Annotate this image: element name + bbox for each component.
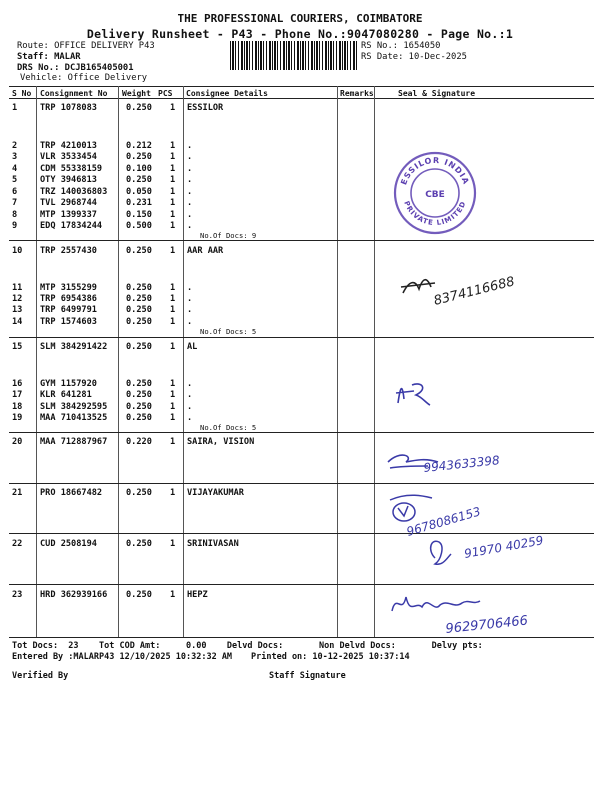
row-consignment: SLM 384291422 [40,342,108,352]
row-weight: 0.250 [126,590,152,600]
row-sno: 10 [12,246,23,256]
row-sno: 23 [12,590,23,600]
row-weight: 0.250 [126,488,152,498]
row-consignee: . [187,402,193,412]
row-consignee: VIJAYAKUMAR [187,488,244,498]
stamp-center-text: CBE [425,190,445,200]
handwritten-phone: 8374116688 [432,274,517,309]
row-consignment: PRO 18667482 [40,488,103,498]
row-sno: 6 [12,187,18,197]
row-sno: 13 [12,305,23,315]
row-consignee: . [187,198,193,208]
signature-row10 [395,255,555,315]
row-consignment: TRP 4210013 [40,141,97,151]
row-consignment: TRZ 140036803 [40,187,108,197]
company-seal-stamp [392,150,478,236]
row-pcs: 1 [170,390,176,400]
no-of-docs: No.Of Docs: 9 [200,231,257,240]
row-consignee: AAR AAR [187,246,224,256]
row-pcs: 1 [170,342,176,352]
row-sno: 4 [12,164,18,174]
col-header-consignee: Consignee Details [186,89,268,98]
row-sno: 8 [12,210,18,220]
stamp-bottom-text: PRIVATE LIMITED [402,199,468,228]
row-pcs: 1 [170,317,176,327]
totals-line: Tot Docs: 23 Tot COD Amt: 0.00 Delvd Docs: Non Delvd Docs: Delvy pts: [12,641,483,651]
row-sno: 15 [12,342,23,352]
row-consignee: . [187,379,193,389]
row-consignment: SLM 384292595 [40,402,108,412]
row-consignee: . [187,294,193,304]
row-sno: 22 [12,539,23,549]
row-sno: 12 [12,294,23,304]
row-consignee: . [187,141,193,151]
row-weight: 0.250 [126,539,152,549]
group-rule [9,337,594,338]
handwritten-phone: 9943633398 [422,453,501,475]
entered-by: Entered By :MALARP43 12/10/2025 10:32:32 AM [12,652,233,662]
row-pcs: 1 [170,283,176,293]
row-weight: 0.220 [126,437,152,447]
row-consignment: OTY 3946813 [40,175,97,185]
row-consignee: . [187,390,193,400]
no-of-docs: No.Of Docs: 5 [200,327,257,336]
row-consignment: KLR 641281 [40,390,92,400]
row-sno: 16 [12,379,23,389]
row-weight: 0.212 [126,141,152,151]
row-consignee: SRINIVASAN [187,539,239,549]
row-pcs: 1 [170,379,176,389]
signature-row22 [425,530,575,582]
row-consignment: HRD 362939166 [40,590,108,600]
handwritten-phone: 91970 40259 [463,533,545,561]
row-weight: 0.231 [126,198,152,208]
row-sno: 18 [12,402,23,412]
row-pcs: 1 [170,437,176,447]
row-consignee: SAIRA, VISION [187,437,255,447]
row-sno: 11 [12,283,23,293]
row-consignee: . [187,305,193,315]
route-label: Route: OFFICE DELIVERY P43 [17,41,155,51]
barcode [230,41,358,70]
row-weight: 0.150 [126,210,152,220]
handwritten-phone: 9678086153 [404,504,483,539]
row-pcs: 1 [170,413,176,423]
signature-row20 [380,440,560,480]
row-consignee: . [187,317,193,327]
row-consignment: MTP 1399337 [40,210,97,220]
row-consignment: VLR 3533454 [40,152,97,162]
row-consignment: TRP 1574603 [40,317,97,327]
runsheet-title: Delivery Runsheet - P43 - Phone No.:9047080280 - Page No.:1 [86,27,514,41]
row-sno: 14 [12,317,23,327]
row-sno: 2 [12,141,18,151]
row-pcs: 1 [170,294,176,304]
stamp-top-text: ESSILOR INDIA [399,155,471,187]
row-weight: 0.250 [126,305,152,315]
row-weight: 0.250 [126,342,152,352]
row-weight: 0.250 [126,294,152,304]
row-pcs: 1 [170,305,176,315]
row-weight: 0.250 [126,246,152,256]
company-title: THE PROFESSIONAL COURIERS, COIMBATORE [177,12,423,25]
row-weight: 0.250 [126,283,152,293]
row-pcs: 1 [170,103,176,113]
row-weight: 0.250 [126,379,152,389]
row-consignee: . [187,152,193,162]
row-consignment: EDQ 17834244 [40,221,103,231]
col-divider [183,86,184,638]
row-sno: 1 [12,103,18,113]
row-weight: 0.250 [126,317,152,327]
col-header-pcs: PCS [158,89,173,98]
row-weight: 0.500 [126,221,152,231]
row-weight: 0.250 [126,402,152,412]
row-weight: 0.250 [126,175,152,185]
col-divider [337,86,338,638]
verified-by-label: Verified By [12,671,69,681]
row-pcs: 1 [170,402,176,412]
row-consignment: MAA 712887967 [40,437,108,447]
row-sno: 17 [12,390,23,400]
row-consignee: . [187,210,193,220]
col-header-sno: S No [12,89,32,98]
row-pcs: 1 [170,590,176,600]
col-divider [374,86,375,638]
rs-number: RS No.: 1654050 [361,41,441,51]
row-sno: 21 [12,488,23,498]
row-consignment: MAA 710413525 [40,413,108,423]
staff-signature-label: Staff Signature [269,671,346,681]
group-rule [9,483,594,484]
row-consignment: TRP 6499791 [40,305,97,315]
row-consignment: MTP 3155299 [40,283,97,293]
row-sno: 7 [12,198,18,208]
table-header-rule [9,98,594,99]
table-top-rule [9,86,594,87]
row-consignment: TRP 6954386 [40,294,97,304]
row-weight: 0.250 [126,103,152,113]
signature-row23 [388,585,588,639]
handwritten-phone: 9629706466 [444,613,529,637]
row-pcs: 1 [170,175,176,185]
row-weight: 0.050 [126,187,152,197]
row-sno: 19 [12,413,23,423]
group-rule [9,240,594,241]
col-divider [118,86,119,638]
row-consignment: TRP 1078083 [40,103,97,113]
row-consignee: . [187,175,193,185]
row-weight: 0.250 [126,413,152,423]
printed-on: Printed on: 10-12-2025 10:37:14 [251,652,410,662]
row-pcs: 1 [170,539,176,549]
rs-date: RS Date: 10-Dec-2025 [361,52,467,62]
row-pcs: 1 [170,141,176,151]
row-sno: 3 [12,152,18,162]
row-consignee: AL [187,342,198,352]
row-pcs: 1 [170,246,176,256]
row-consignment: CUD 2508194 [40,539,97,549]
row-consignment: GYM 1157920 [40,379,97,389]
col-header-weight: Weight [122,89,151,98]
col-header-seal: Seal & Signature [398,89,476,98]
drs-number: DRS No.: DCJB165405001 [17,63,134,73]
vehicle-label: Vehicle: Office Delivery [20,73,148,83]
group-rule [9,432,594,433]
row-pcs: 1 [170,198,176,208]
col-header-consignment: Consignment No [40,89,108,98]
row-consignee: ESSILOR [187,103,224,113]
no-of-docs: No.Of Docs: 5 [200,423,257,432]
row-pcs: 1 [170,210,176,220]
row-consignment: TRP 2557430 [40,246,97,256]
row-consignment: TVL 2968744 [40,198,97,208]
row-consignee: . [187,283,193,293]
row-consignee: . [187,187,193,197]
row-consignee: . [187,221,193,231]
row-pcs: 1 [170,488,176,498]
row-weight: 0.250 [126,390,152,400]
row-weight: 0.250 [126,152,152,162]
row-weight: 0.100 [126,164,152,174]
row-consignment: CDM 55338159 [40,164,103,174]
col-header-remarks: Remarks [340,89,374,98]
row-pcs: 1 [170,152,176,162]
row-pcs: 1 [170,187,176,197]
row-pcs: 1 [170,221,176,231]
row-consignee: . [187,413,193,423]
row-sno: 9 [12,221,18,231]
row-consignee: HEPZ [187,590,208,600]
svg-text:PRIVATE LIMITED [402,200,467,227]
row-sno: 20 [12,437,23,447]
row-consignee: . [187,164,193,174]
row-sno: 5 [12,175,18,185]
signature-row15 [392,375,442,415]
col-divider [36,86,37,638]
staff-label: Staff: MALAR [17,52,81,62]
row-pcs: 1 [170,164,176,174]
